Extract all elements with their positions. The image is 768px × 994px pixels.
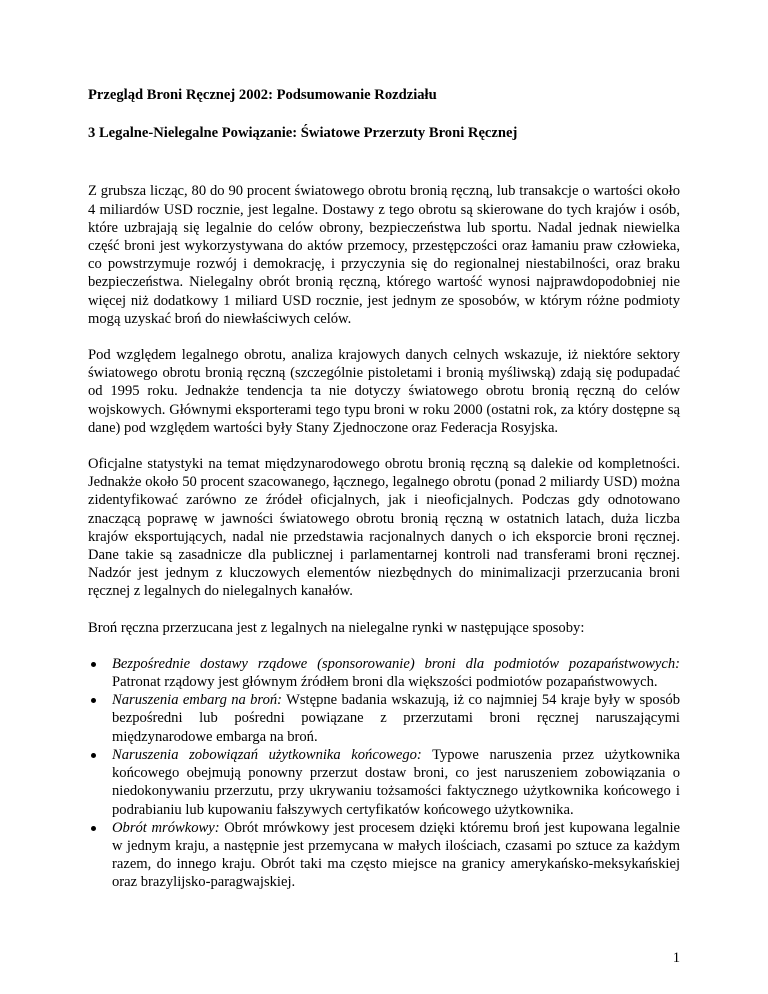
paragraph-statistics: Oficjalne statystyki na temat międzynarodowego obrotu bronią ręczną są dalekie od kompletności. Jednakże około 50 procent szacowanego, łącznego, legalnego obrotu (ponad 2 miliardy USD) można zidentyfikować zarówno ze źródeł oficjalnych, jak i nieoficjalnych. Podczas gdy odnotowano znaczącą poprawę w jawności światowego obrotu bronią ręczną w ostatnich latach, duża liczba krajów eksportujących, nadal nie przedstawia racjonalnych danych o ich eksporcie broni ręcznej. Dane takie są zasadnicze dla publicznej i parlamentarnej kontroli nad transferami broni ręcznej. Nadzór jest jednym z kluczowych elementów niezbędnych do minimalizacji przerzucania broni ręcznej z legalnych do nielegalnych kanałów. <box>88 456 680 600</box>
list-item-text: Wstępne badania wskazują, iż co najmniej 54 kraje były w sposób bezpośredni lub pośredni powiązane z przerzutami broni ręcznej naruszającymi międzynarodowe embarga na broń. <box>112 692 680 745</box>
list-item-text: Obrót mrówkowy jest procesem dzięki któremu broń jest kupowana legalnie w jednym kraju, a następnie jest przemycana w małych ilościach, czasami po sztuce za każdym razem, do innego kraju. Obrót taki ma często miejsce na granicy amerykańsko-meksykańskiej oraz brazylijsko-paragwajskiej. <box>112 819 680 891</box>
paragraph-diversion-intro: Broń ręczna przerzucana jest z legalnych na nielegalne rynki w następujące sposoby: <box>88 619 585 636</box>
list-item <box>88 691 680 746</box>
document-page <box>88 86 680 892</box>
diversion-methods-list <box>88 655 680 892</box>
list-item-term: Naruszenia zobowiązań użytkownika końcowego: <box>112 746 422 763</box>
list-item-text: Patronat rządowy jest głównym źródłem broni dla większości podmiotów pozapaństwowych. <box>112 674 658 691</box>
list-item-term: Obrót mrówkowy: <box>112 819 220 836</box>
page-number: 1 <box>672 950 680 966</box>
list-item <box>88 819 680 892</box>
bullet-icon <box>91 662 96 667</box>
list-item <box>88 746 680 819</box>
list-item-text: Typowe naruszenia przez użytkownika końcowego obejmują ponowny przerzut dostaw broni, co jest naruszeniem zobowiązania o niedokonywaniu przerzutu, przy ukrywaniu tożsamości faktycznego użytkownika końcowego i podrabianiu lub kupowaniu fałszywych certyfikatów końcowego użytkownika. <box>112 746 680 818</box>
bullet-icon <box>91 698 96 703</box>
bullet-icon <box>91 826 96 831</box>
document-title: Przegląd Broni Ręcznej 2002: Podsumowanie Rozdziału <box>88 87 437 103</box>
list-item-term: Naruszenia embarg na broń: <box>112 692 283 709</box>
list-item-term: Bezpośrednie dostawy rządowe (sponsorowanie) broni dla podmiotów pozapaństwowych: <box>112 655 680 672</box>
paragraph-intro: Z grubsza licząc, 80 do 90 procent światowego obrotu bronią ręczną, lub transakcje o wartości około 4 miliardów USD rocznie, jest legalne. Dostawy z tego obrotu są skierowane do tych krajów i osób, które uzbrajają się legalnie do celów obrony, bezpieczeństwa lub sportu. Nadal jednak niewielka część broni jest wykorzystywana do aktów przemocy, przestępczości oraz łamaniu praw człowieka, co powstrzymuje rozwój i demokrację, i przyczynia się do regionalnej niestabilności, oraz braku bezpieczeństwa. Nielegalny obrót bronią ręczną, którego wartość wynosi najprawdopodobniej nie więcej niż dodatkowy 1 miliard USD rocznie, jest jednym ze sposobów, w którym różne podmioty mogą uzyskać broń do niewłaściwych celów. <box>88 183 680 327</box>
list-item <box>88 655 680 691</box>
chapter-heading: 3 Legalne-Nielegalne Powiązanie: Światowe Przerzuty Broni Ręcznej <box>88 125 518 142</box>
bullet-icon <box>91 753 96 758</box>
paragraph-legal-trade: Pod względem legalnego obrotu, analiza krajowych danych celnych wskazuje, iż niektóre sektory światowego obrotu bronią ręczną (szczególnie pistoletami i bronią myśliwską) zdają się podupadać od 1995 roku. Jednakże tendencja ta nie dotyczy światowego obrotu bronią ręczną do celów wojskowych. Głównymi eksporterami tego typu broni w roku 2000 (ostatni rok, za który dostępne są dane) pod względem wartości były Stany Zjednoczone oraz Federacja Rosyjska. <box>88 347 680 436</box>
